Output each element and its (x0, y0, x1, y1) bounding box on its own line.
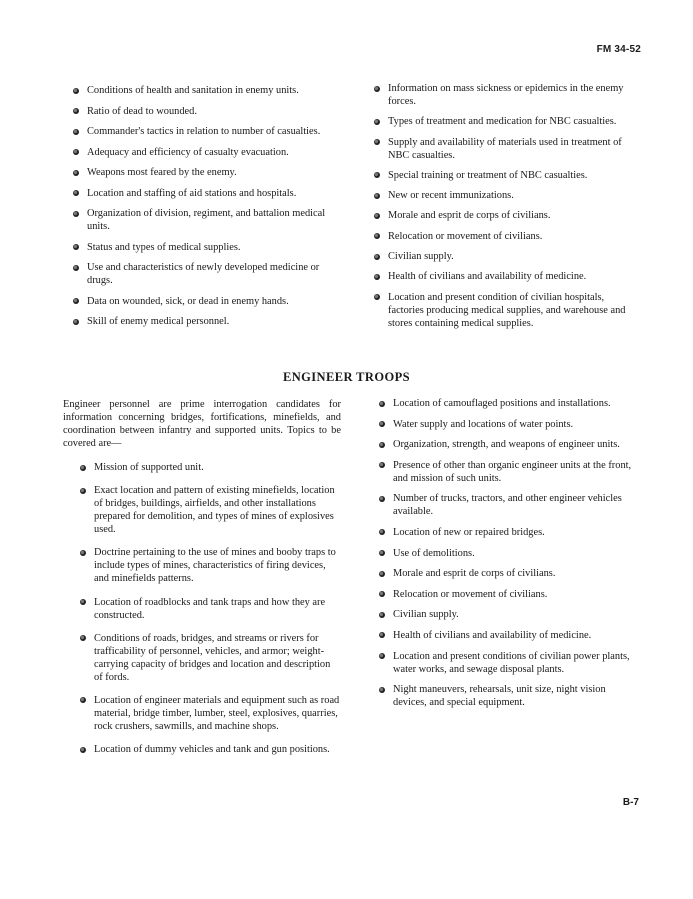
page-number: B-7 (622, 797, 639, 808)
list-item: Location of dummy vehicles and tank and gun positions. (79, 743, 341, 756)
list-item: Use and characteristics of newly developed medicine or drugs. (72, 261, 337, 287)
list-item: Water supply and locations of water points. (378, 418, 640, 431)
list-item: Number of trucks, tractors, and other engineer vehicles available. (378, 492, 640, 518)
list-item: Commander's tactics in relation to number of casualties. (72, 125, 337, 138)
list-item: Skill of enemy medical personnel. (72, 315, 337, 328)
list-item: Special training or treatment of NBC casualties. (373, 169, 638, 182)
list-item: Relocation or movement of civilians. (373, 230, 638, 243)
list-item: Data on wounded, sick, or dead in enemy hands. (72, 295, 337, 308)
list-item: Types of treatment and medication for NBC casualties. (373, 115, 638, 128)
list-item: Doctrine pertaining to the use of mines and booby traps to include types of mines, characteristics of firing devices, and minefields patterns. (79, 546, 341, 585)
list-item: Location and staffing of aid stations and hospitals. (72, 187, 337, 200)
list-item: Presence of other than organic engineer units at the front, and mission of such units. (378, 459, 640, 485)
list-item: Supply and availability of materials used in treatment of NBC casualties. (373, 136, 638, 162)
list-item: Morale and esprit de corps of civilians. (378, 567, 640, 580)
list-item: Ratio of dead to wounded. (72, 105, 337, 118)
engineer-topics-list-left (79, 461, 341, 766)
medical-topics-list-right (373, 82, 638, 337)
list-item: Conditions of health and sanitation in enemy units. (72, 84, 337, 97)
list-item: Location of roadblocks and tank traps and how they are constructed. (79, 596, 341, 622)
list-item: Use of demolitions. (378, 547, 640, 560)
list-item: Adequacy and efficiency of casualty evacuation. (72, 146, 337, 159)
list-item: Weapons most feared by the enemy. (72, 166, 337, 179)
list-item: Information on mass sickness or epidemics in the enemy forces. (373, 82, 638, 108)
list-item: Relocation or movement of civilians. (378, 588, 640, 601)
list-item: Location of camouflaged positions and installations. (378, 397, 640, 410)
list-item: Status and types of medical supplies. (72, 241, 337, 254)
list-item: New or recent immunizations. (373, 189, 638, 202)
list-item: Morale and esprit de corps of civilians. (373, 209, 638, 222)
list-item: Health of civilians and availability of medicine. (378, 629, 640, 642)
section-title: ENGINEER TROOPS (283, 370, 410, 384)
list-item: Health of civilians and availability of medicine. (373, 270, 638, 283)
section-intro: Engineer personnel are prime interrogation candidates for information concerning bridges, fortifications, minefields, and coordination between infantry and supported units. Topics to be covered are— (63, 399, 341, 449)
list-item: Organization, strength, and weapons of engineer units. (378, 438, 640, 451)
engineer-topics-list-right (378, 397, 640, 717)
list-item: Location of engineer materials and equipment such as road material, bridge timber, lumber, steel, explosives, quarries, rock crushers, sawmills, and machine shops. (79, 694, 341, 733)
list-item: Location and present conditions of civilian power plants, water works, and sewage disposal plants. (378, 650, 640, 676)
list-item: Organization of division, regiment, and battalion medical units. (72, 207, 337, 233)
list-item: Location of new or repaired bridges. (378, 526, 640, 539)
page-header: FM 34-52 (596, 44, 641, 55)
list-item: Location and present condition of civilian hospitals, factories producing medical supplies, and warehouse and stores containing medical supplies. (373, 291, 638, 330)
list-item: Civilian supply. (373, 250, 638, 263)
medical-topics-list-left (72, 84, 337, 336)
list-item: Civilian supply. (378, 608, 640, 621)
list-item: Night maneuvers, rehearsals, unit size, night vision devices, and special equipment. (378, 683, 640, 709)
list-item: Exact location and pattern of existing minefields, location of bridges, buildings, airfields, and other installations prepared for demolition, and types of mines of explosives used. (79, 484, 341, 536)
list-item: Conditions of roads, bridges, and streams or rivers for trafficability of personnel, vehicles, and armor; weight-carrying capacity of bridges and location and description of fords. (79, 632, 341, 684)
list-item: Mission of supported unit. (79, 461, 341, 474)
